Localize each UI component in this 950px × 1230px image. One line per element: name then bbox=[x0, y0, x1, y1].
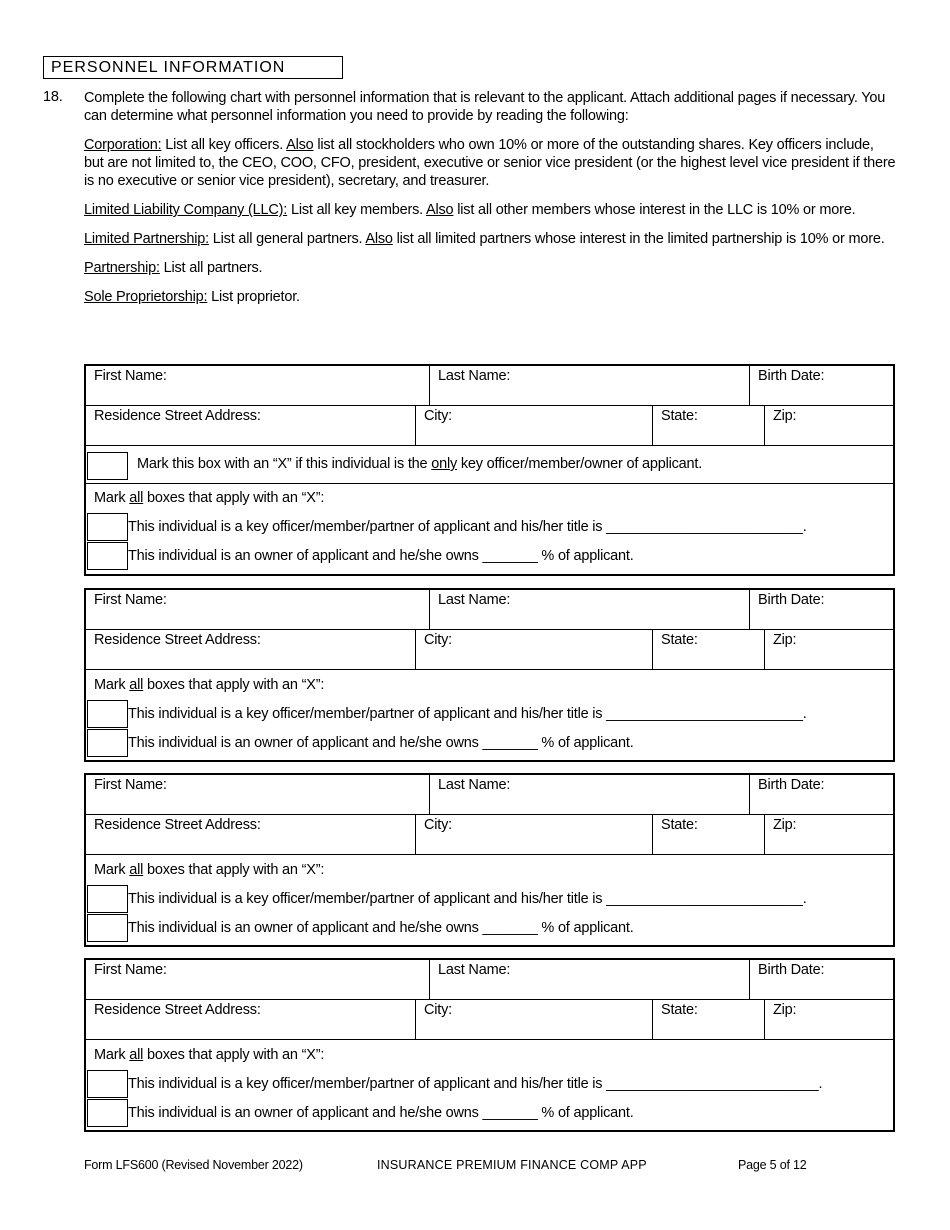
street-address-field[interactable] bbox=[86, 406, 415, 445]
mark-all-row bbox=[86, 1040, 893, 1130]
key-officer-checkbox[interactable] bbox=[87, 700, 128, 728]
birth-date-field[interactable] bbox=[749, 775, 893, 814]
first-name-label: First Name: bbox=[94, 592, 167, 608]
birth-date-label: Birth Date: bbox=[758, 962, 825, 978]
owner-checkbox[interactable] bbox=[87, 729, 128, 757]
name-row bbox=[86, 590, 893, 630]
entity-sole-proprietorship: Sole Proprietorship: List proprietor. bbox=[84, 289, 300, 305]
zip-field[interactable] bbox=[764, 815, 893, 854]
zip-field[interactable] bbox=[764, 406, 893, 445]
mark-all-instruction: Mark all boxes that apply with an “X”: bbox=[94, 1047, 325, 1063]
last-name-label: Last Name: bbox=[438, 368, 511, 384]
city-label: City: bbox=[424, 408, 453, 424]
address-row bbox=[86, 630, 893, 670]
mark-all-instruction: Mark all boxes that apply with an “X”: bbox=[94, 677, 325, 693]
owner-text: This individual is an owner of applicant and he/she owns _______ % of applicant. bbox=[128, 735, 634, 751]
owner-checkbox[interactable] bbox=[87, 542, 128, 570]
entity-label: Sole Proprietorship: bbox=[84, 289, 208, 305]
birth-date-field[interactable] bbox=[749, 590, 893, 629]
entity-label: Limited Partnership: bbox=[84, 231, 209, 247]
address-row bbox=[86, 1000, 893, 1040]
mark-all-instruction: Mark all boxes that apply with an “X”: bbox=[94, 862, 325, 878]
state-label: State: bbox=[661, 1002, 698, 1018]
owner-text: This individual is an owner of applicant and he/she owns _______ % of applicant. bbox=[128, 548, 634, 564]
first-name-field[interactable] bbox=[86, 366, 429, 405]
first-name-label: First Name: bbox=[94, 962, 167, 978]
city-label: City: bbox=[424, 632, 453, 648]
street-address-field[interactable] bbox=[86, 1000, 415, 1039]
instructions bbox=[84, 89, 896, 317]
state-label: State: bbox=[661, 408, 698, 424]
birth-date-field[interactable] bbox=[749, 960, 893, 999]
zip-label: Zip: bbox=[773, 632, 797, 648]
key-officer-checkbox[interactable] bbox=[87, 513, 128, 541]
mark-all-row bbox=[86, 670, 893, 760]
footer-page-number: Page 5 of 12 bbox=[738, 1158, 807, 1172]
state-field[interactable] bbox=[652, 406, 764, 445]
first-name-label: First Name: bbox=[94, 368, 167, 384]
address-row bbox=[86, 815, 893, 855]
footer-form-id: Form LFS600 (Revised November 2022) bbox=[84, 1158, 303, 1172]
last-name-label: Last Name: bbox=[438, 592, 511, 608]
city-field[interactable] bbox=[415, 406, 652, 445]
first-name-field[interactable] bbox=[86, 960, 429, 999]
key-officer-text: This individual is a key officer/member/partner of applicant and his/her title is _________________________. bbox=[128, 706, 807, 722]
last-name-field[interactable] bbox=[429, 775, 749, 814]
only-owner-checkbox[interactable] bbox=[87, 452, 128, 480]
mark-all-row bbox=[86, 484, 893, 574]
street-address-label: Residence Street Address: bbox=[94, 408, 261, 424]
question-number: 18. bbox=[43, 89, 63, 105]
street-address-field[interactable] bbox=[86, 630, 415, 669]
name-row bbox=[86, 775, 893, 815]
street-address-field[interactable] bbox=[86, 815, 415, 854]
street-address-label: Residence Street Address: bbox=[94, 632, 261, 648]
entity-corporation: Corporation: List all key officers. Also list all stockholders who own 10% or more of the outstanding shares. Key officers include, but are not limited to, the CEO, COO, CFO, president, executive or senior vice president (or the highest level vice president if there is no executive or senior vice president), secretary, and treasurer. bbox=[84, 137, 896, 189]
entity-partnership: Partnership: List all partners. bbox=[84, 260, 263, 276]
last-name-label: Last Name: bbox=[438, 962, 511, 978]
only-owner-row bbox=[86, 446, 893, 484]
state-label: State: bbox=[661, 817, 698, 833]
birth-date-label: Birth Date: bbox=[758, 368, 825, 384]
name-row bbox=[86, 366, 893, 406]
zip-label: Zip: bbox=[773, 1002, 797, 1018]
key-officer-text: This individual is a key officer/member/partner of applicant and his/her title is ___________________________. bbox=[128, 1076, 823, 1092]
personnel-block-2 bbox=[84, 588, 895, 762]
street-address-label: Residence Street Address: bbox=[94, 817, 261, 833]
owner-checkbox[interactable] bbox=[87, 914, 128, 942]
last-name-field[interactable] bbox=[429, 366, 749, 405]
last-name-label: Last Name: bbox=[438, 777, 511, 793]
key-officer-text: This individual is a key officer/member/partner of applicant and his/her title is _________________________. bbox=[128, 519, 807, 535]
birth-date-label: Birth Date: bbox=[758, 777, 825, 793]
city-field[interactable] bbox=[415, 1000, 652, 1039]
personnel-block-3 bbox=[84, 773, 895, 947]
address-row bbox=[86, 406, 893, 446]
last-name-field[interactable] bbox=[429, 960, 749, 999]
entity-label: Partnership: bbox=[84, 260, 160, 276]
footer-title: INSURANCE PREMIUM FINANCE COMP APP bbox=[377, 1158, 647, 1172]
first-name-label: First Name: bbox=[94, 777, 167, 793]
first-name-field[interactable] bbox=[86, 775, 429, 814]
section-title: PERSONNEL INFORMATION bbox=[43, 56, 343, 79]
entity-limited-partnership: Limited Partnership: List all general partners. Also list all limited partners whose interest in the limited partnership is 10% or more. bbox=[84, 231, 885, 247]
personnel-block-1 bbox=[84, 364, 895, 576]
zip-field[interactable] bbox=[764, 630, 893, 669]
entity-llc: Limited Liability Company (LLC): List all key members. Also list all other members whose interest in the LLC is 10% or more. bbox=[84, 202, 856, 218]
street-address-label: Residence Street Address: bbox=[94, 1002, 261, 1018]
zip-label: Zip: bbox=[773, 408, 797, 424]
last-name-field[interactable] bbox=[429, 590, 749, 629]
city-field[interactable] bbox=[415, 630, 652, 669]
question-text: Complete the following chart with personnel information that is relevant to the applicant. Attach additional pages if necessary. You can determine what personnel information you need to provide by reading the following: bbox=[84, 90, 886, 124]
entity-label: Limited Liability Company (LLC): bbox=[84, 202, 288, 218]
city-field[interactable] bbox=[415, 815, 652, 854]
owner-checkbox[interactable] bbox=[87, 1099, 128, 1127]
owner-text: This individual is an owner of applicant and he/she owns _______ % of applicant. bbox=[128, 920, 634, 936]
state-field[interactable] bbox=[652, 1000, 764, 1039]
personnel-block-4 bbox=[84, 958, 895, 1132]
only-owner-text: Mark this box with an “X” if this individual is the only key officer/member/owner of applicant. bbox=[137, 456, 703, 472]
zip-field[interactable] bbox=[764, 1000, 893, 1039]
owner-text: This individual is an owner of applicant and he/she owns _______ % of applicant. bbox=[128, 1105, 634, 1121]
key-officer-checkbox[interactable] bbox=[87, 885, 128, 913]
key-officer-text: This individual is a key officer/member/partner of applicant and his/her title is _________________________. bbox=[128, 891, 807, 907]
city-label: City: bbox=[424, 817, 453, 833]
name-row bbox=[86, 960, 893, 1000]
mark-all-instruction: Mark all boxes that apply with an “X”: bbox=[94, 490, 325, 506]
first-name-field[interactable] bbox=[86, 590, 429, 629]
mark-all-row bbox=[86, 855, 893, 945]
state-field[interactable] bbox=[652, 815, 764, 854]
key-officer-checkbox[interactable] bbox=[87, 1070, 128, 1098]
state-label: State: bbox=[661, 632, 698, 648]
zip-label: Zip: bbox=[773, 817, 797, 833]
birth-date-field[interactable] bbox=[749, 366, 893, 405]
state-field[interactable] bbox=[652, 630, 764, 669]
birth-date-label: Birth Date: bbox=[758, 592, 825, 608]
city-label: City: bbox=[424, 1002, 453, 1018]
entity-label: Corporation: bbox=[84, 137, 162, 153]
